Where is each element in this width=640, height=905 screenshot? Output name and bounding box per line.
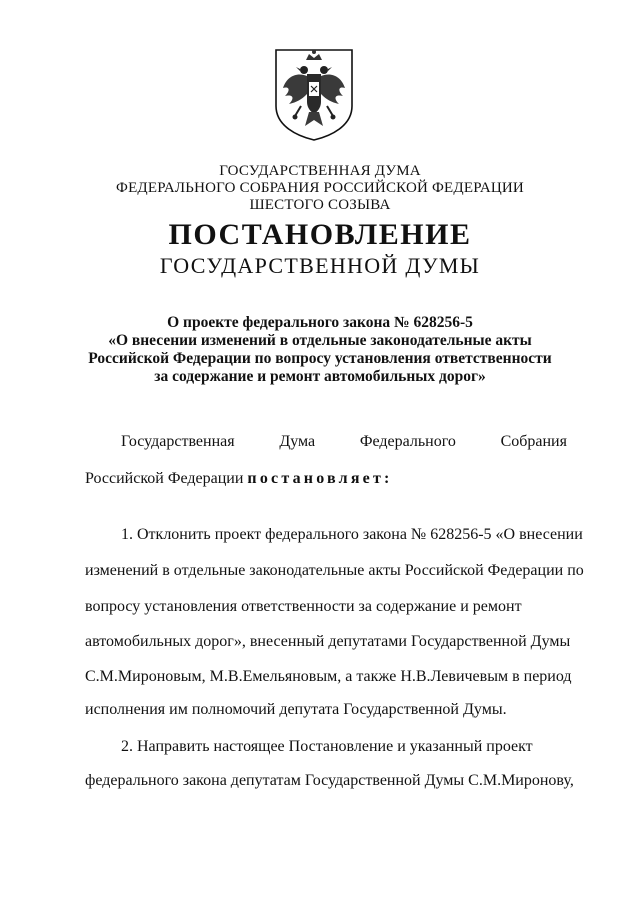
decree-verb: постановляет: [247, 470, 393, 487]
subject-line: Российской Федерации по вопросу установления ответственности [88, 350, 552, 367]
paragraph-1-line: изменений в отдельные законодательные акты Российской Федерации по [85, 562, 584, 579]
paragraph-1-line: автомобильных дорог», внесенный депутатами Государственной Думы [85, 633, 571, 650]
paragraph-2-line: федерального закона депутатам Государственной Думы С.М.Миронову, [85, 772, 574, 789]
preamble-line-2 [85, 469, 393, 489]
paragraph-1-line: вопросу установления ответственности за содержание и ремонт [85, 598, 522, 615]
preamble-word: Государственная [121, 433, 235, 450]
preamble-word: Федерального [359, 433, 456, 450]
preamble-line-1 [121, 432, 567, 452]
preamble-word: Дума [279, 433, 316, 450]
subject-line: «О внесении изменений в отдельные законодательные акты [108, 332, 532, 349]
paragraph-1-line: 1. Отклонить проект федерального закона № 628256-5 «О внесении [121, 526, 583, 543]
paragraph-2-line: 2. Направить настоящее Постановление и указанный проект [121, 738, 533, 755]
paragraph-1-line: С.М.Мироновым, М.В.Емельяновым, а также Н.В.Левичевым в период [85, 668, 572, 685]
doc-type-subtitle: ГОСУДАРСТВЕННОЙ ДУМЫ [159, 253, 481, 278]
org-line-assembly: ФЕДЕРАЛЬНОГО СОБРАНИЯ РОССИЙСКОЙ ФЕДЕРАЦИИ [116, 180, 524, 196]
subject-line: за содержание и ремонт автомобильных дорог» [154, 368, 486, 385]
preamble-word: Собрания [500, 433, 567, 450]
org-line-convocation: ШЕСТОГО СОЗЫВА [249, 197, 391, 213]
subject-line: О проекте федерального закона № 628256-5 [167, 314, 473, 331]
emblem [271, 46, 357, 142]
paragraph-1-line: исполнения им полномочий депутата Государственной Думы. [85, 701, 507, 718]
subject-block [0, 314, 640, 386]
org-line-duma: ГОСУДАРСТВЕННАЯ ДУМА [219, 163, 421, 179]
org-block [0, 163, 640, 214]
doc-type-title: ПОСТАНОВЛЕНИЕ [168, 218, 472, 251]
russian-coat-of-arms-icon [271, 46, 357, 142]
preamble-prefix: Российской Федерации [85, 470, 244, 487]
